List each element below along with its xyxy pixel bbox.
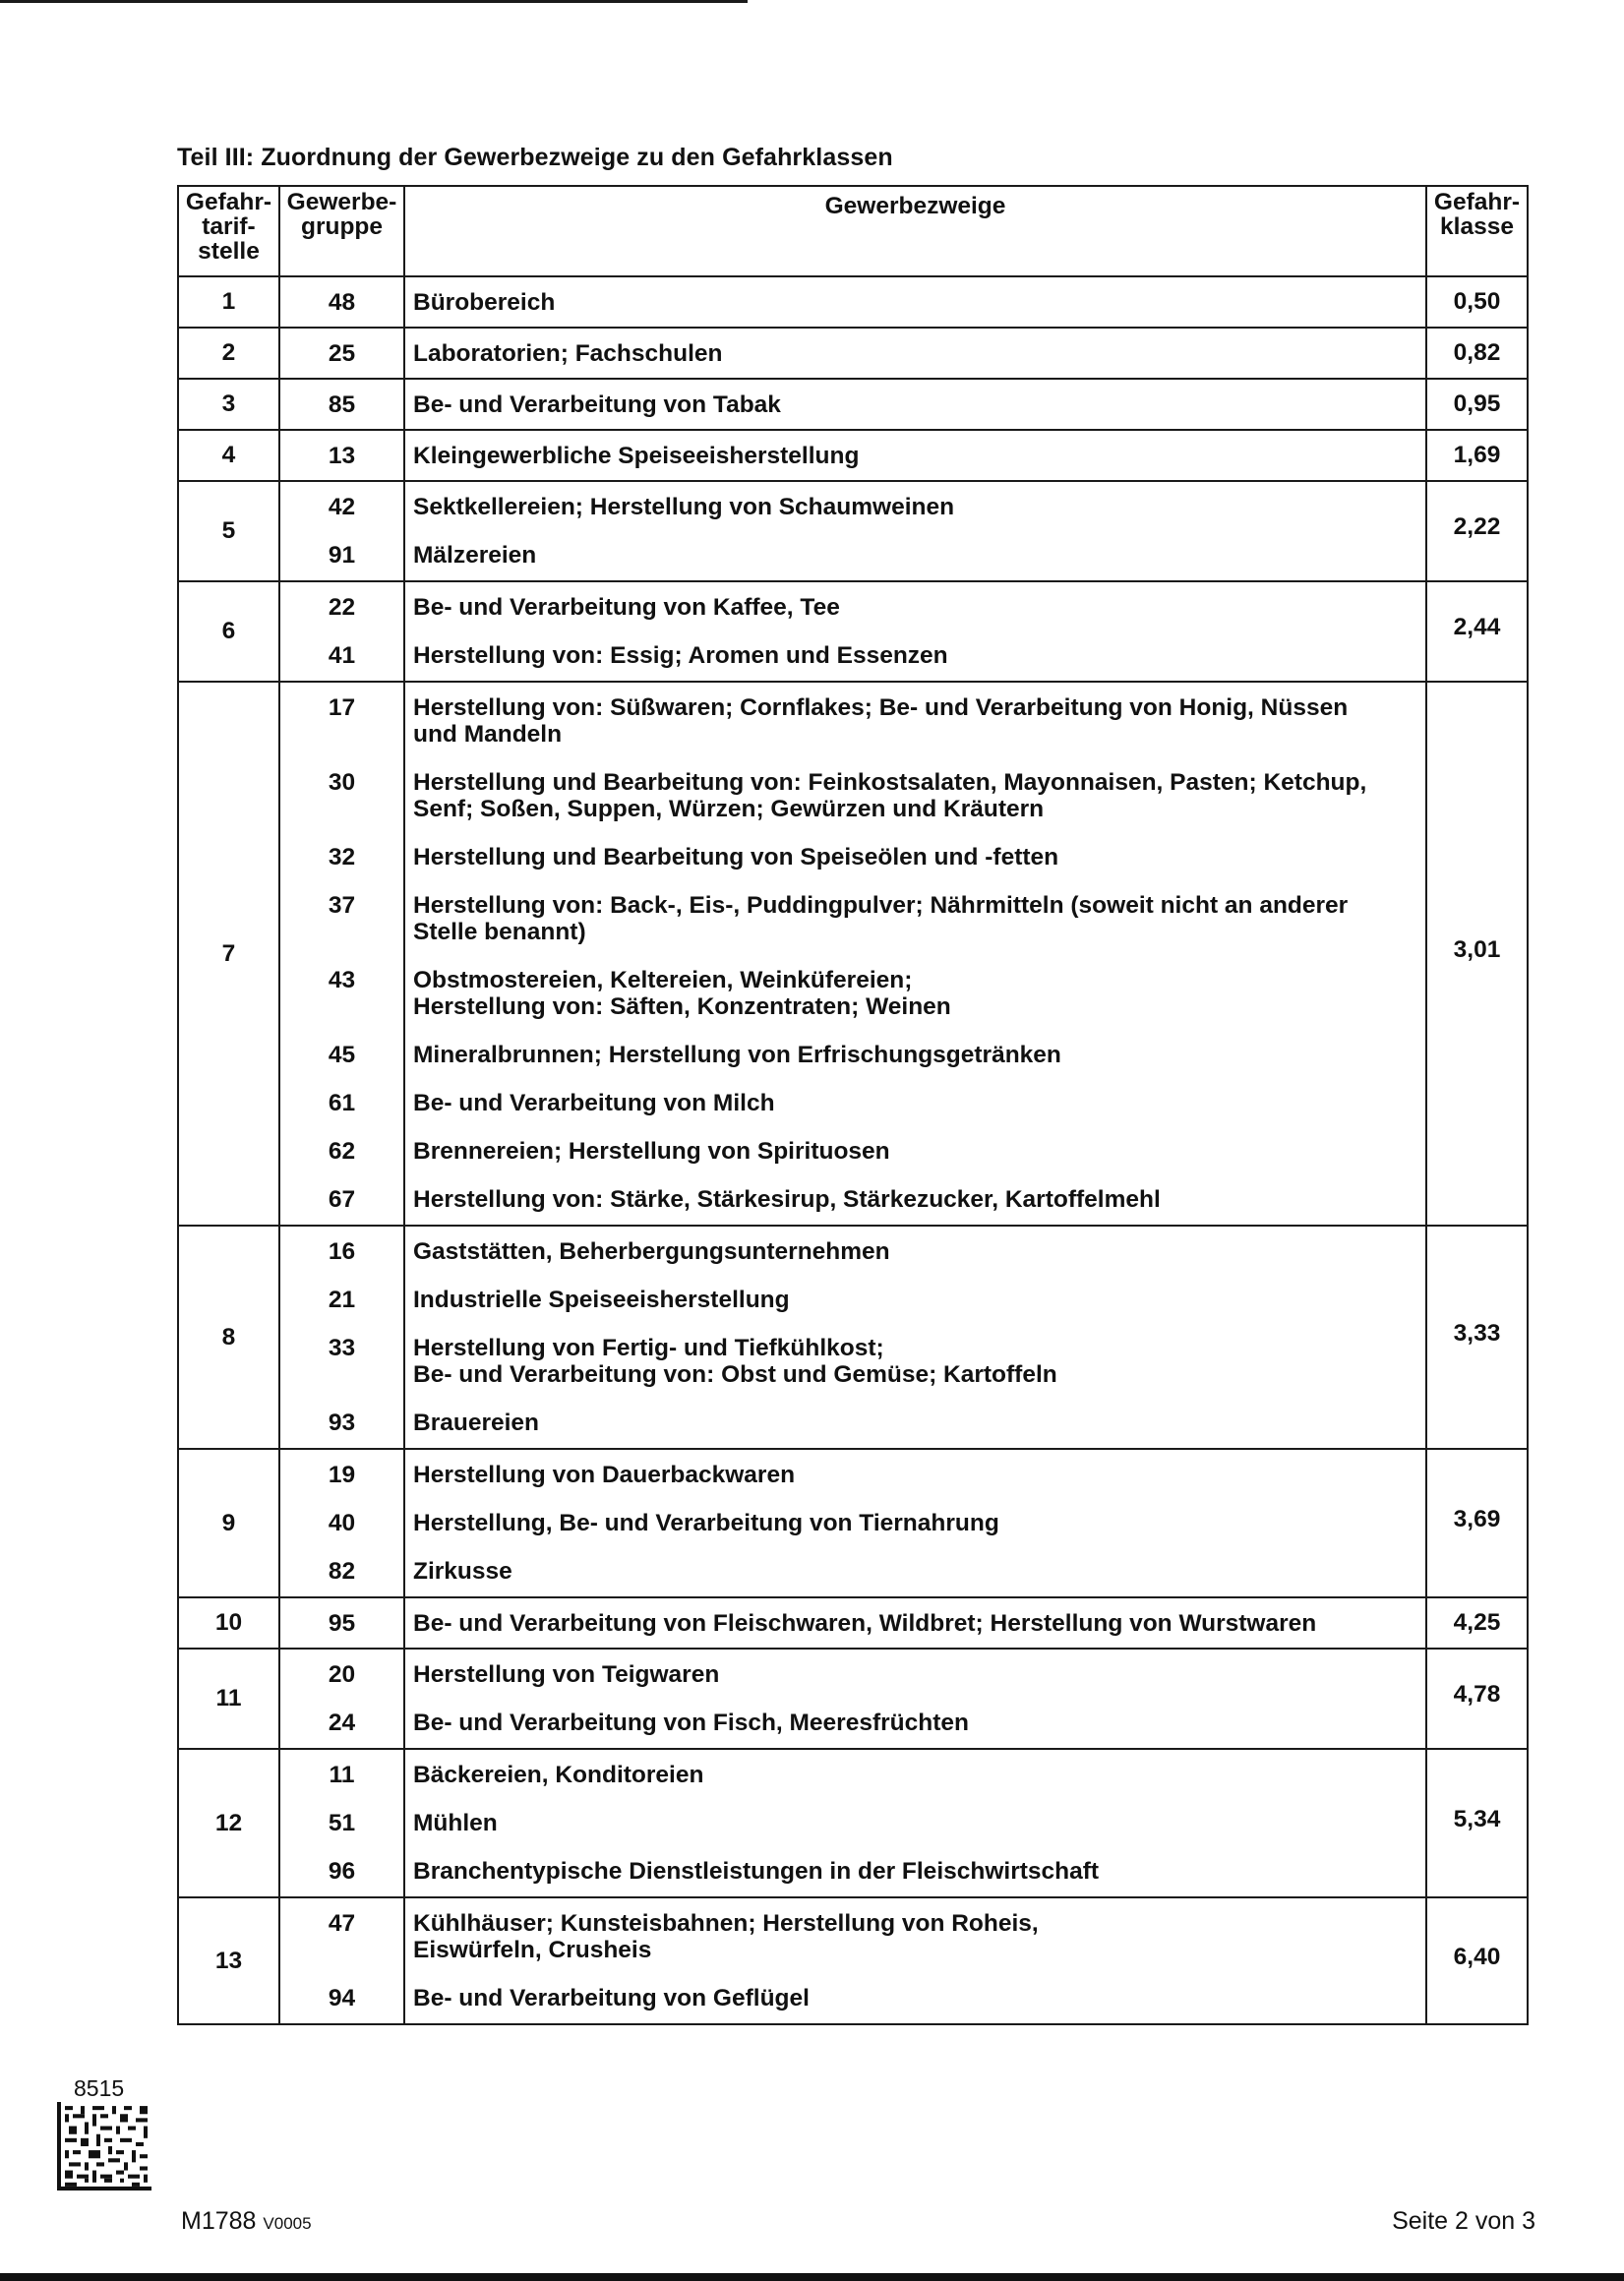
header-gefahrtarifstelle: Gefahr- tarif- stelle <box>178 186 279 276</box>
gefahrtarifstelle-cell: 13 <box>178 1897 279 2024</box>
entry-line: Zirkusse <box>413 1558 512 1585</box>
gewerbezweige-cell <box>404 430 1426 481</box>
entry-line: Herstellung und Bearbeitung von: Feinkostsalaten, Mayonnaisen, Pasten; Ketchup, <box>413 769 1367 796</box>
entry-line: Herstellung und Bearbeitung von Speiseölen und -fetten <box>413 844 1059 870</box>
entry-line: Branchentypische Dienstleistungen in der Fleischwirtschaft <box>413 1858 1100 1885</box>
gewerbegruppe-cell <box>279 1597 404 1649</box>
gewerbezweig-entry <box>405 1138 1425 1165</box>
entry-line: Herstellung von Dauerbackwaren <box>413 1462 796 1488</box>
entry-line: Bäckereien, Konditoreien <box>413 1762 704 1788</box>
gefahrklasse-cell: 1,69 <box>1426 430 1528 481</box>
table-row <box>178 1226 1528 1449</box>
gefahrklasse-cell: 0,95 <box>1426 379 1528 430</box>
gewerbezweig-entry <box>405 1910 1425 1963</box>
gewerbezweig-entry <box>405 1762 1425 1788</box>
gewerbezweige-cell <box>404 1749 1426 1897</box>
entry-line: Industrielle Speiseeisherstellung <box>413 1287 790 1313</box>
gefahrtarifstelle-cell: 9 <box>178 1449 279 1597</box>
gewerbegruppe-number: 32 <box>328 844 356 870</box>
side-number: 8515 <box>74 2075 125 2101</box>
gewerbezweig-entry <box>405 1710 1425 1736</box>
entry-line: und Mandeln <box>413 721 563 748</box>
gewerbegruppe-cell <box>279 682 404 1226</box>
gefahrklasse-cell: 2,44 <box>1426 581 1528 682</box>
gewerbegruppe-cell <box>279 1449 404 1597</box>
gewerbegruppe-number: 82 <box>328 1558 356 1585</box>
gewerbegruppe-cell <box>279 276 404 328</box>
gewerbezweig-entry <box>405 1090 1425 1116</box>
gewerbezweig-entry <box>405 494 1425 520</box>
table-row <box>178 581 1528 682</box>
gewerbezweig-entry <box>405 1287 1425 1313</box>
entry-line: Mineralbrunnen; Herstellung von Erfrischungsgetränken <box>413 1042 1061 1068</box>
gefahrtarifstelle-cell: 5 <box>178 481 279 581</box>
gewerbegruppe-number: 96 <box>328 1858 356 1885</box>
gewerbegruppe-number: 61 <box>328 1090 356 1116</box>
form-version: V0005 <box>263 2214 312 2233</box>
gefahrtarifstelle-cell: 4 <box>178 430 279 481</box>
gewerbezweig-entry <box>405 1410 1425 1436</box>
entry-line: Stelle benannt) <box>413 919 586 945</box>
gewerbegruppe-number: 40 <box>328 1510 356 1536</box>
table-row <box>178 1649 1528 1749</box>
gewerbegruppe-cell <box>279 1226 404 1449</box>
table-row <box>178 1597 1528 1649</box>
gewerbezweige-cell <box>404 581 1426 682</box>
entry-line: Be- und Verarbeitung von Geflügel <box>413 1985 810 2011</box>
gewerbegruppe-number: 93 <box>328 1410 356 1436</box>
entry-line: Herstellung von: Essig; Aromen und Essenzen <box>413 642 948 669</box>
gefahrtarifstelle-cell: 11 <box>178 1649 279 1749</box>
entry-line: Herstellung von: Süßwaren; Cornflakes; Be- und Verarbeitung von Honig, Nüssen <box>413 694 1349 721</box>
gewerbezweig-entry <box>405 1462 1425 1488</box>
entry-line: Senf; Soßen, Suppen, Würzen; Gewürzen und Kräutern <box>413 796 1045 822</box>
gewerbegruppe-number: 48 <box>328 288 356 316</box>
gewerbegruppe-cell <box>279 379 404 430</box>
gefahrtarifstelle-cell: 2 <box>178 328 279 379</box>
gewerbezweige-cell <box>404 1597 1426 1649</box>
scan-edge-bar <box>0 2273 1624 2281</box>
gewerbezweig-entry <box>405 443 1425 469</box>
gewerbezweig-entry <box>405 769 1425 822</box>
entry-line: Herstellung von Fertig- und Tiefkühlkost; <box>413 1335 884 1361</box>
gewerbegruppe-number: 51 <box>328 1810 356 1836</box>
gefahrklasse-cell: 3,01 <box>1426 682 1528 1226</box>
gefahrklasse-cell: 0,82 <box>1426 328 1528 379</box>
entry-line: Be- und Verarbeitung von Fleischwaren, Wildbret; Herstellung von Wurstwaren <box>413 1609 1317 1637</box>
entry-line: Laboratorien; Fachschulen <box>413 339 723 367</box>
form-identifier <box>181 2207 312 2236</box>
gewerbezweig-entry <box>405 1186 1425 1213</box>
table-row <box>178 276 1528 328</box>
gewerbezweig-entry <box>405 1810 1425 1836</box>
gefahrtarifstelle-cell: 1 <box>178 276 279 328</box>
gewerbezweig-entry <box>405 844 1425 870</box>
entry-line: Obstmostereien, Keltereien, Weinküfereien; <box>413 967 913 993</box>
table-row <box>178 1897 1528 2024</box>
table-row <box>178 328 1528 379</box>
gewerbegruppe-number: 62 <box>328 1138 356 1165</box>
gewerbegruppe-cell <box>279 481 404 581</box>
header-gewerbegruppe: Gewerbe- gruppe <box>279 186 404 276</box>
gefahrklasse-cell: 3,69 <box>1426 1449 1528 1597</box>
gewerbezweig-entry <box>405 1661 1425 1688</box>
gefahrklasse-cell: 5,34 <box>1426 1749 1528 1897</box>
gefahrtarifstelle-cell: 10 <box>178 1597 279 1649</box>
gewerbegruppe-cell <box>279 1897 404 2024</box>
entry-line: Be- und Verarbeitung von: Obst und Gemüse; Kartoffeln <box>413 1361 1057 1388</box>
gewerbezweig-entry <box>405 1558 1425 1585</box>
gewerbegruppe-number: 24 <box>328 1710 356 1736</box>
entry-line: Herstellung, Be- und Verarbeitung von Tiernahrung <box>413 1510 999 1536</box>
entry-line: Herstellung von Teigwaren <box>413 1661 720 1688</box>
gewerbegruppe-number: 91 <box>328 542 356 569</box>
gewerbegruppe-number: 37 <box>328 892 356 919</box>
gewerbegruppe-number: 43 <box>328 967 356 993</box>
gefahrklasse-cell: 0,50 <box>1426 276 1528 328</box>
entry-line: Herstellung von: Back-, Eis-, Puddingpulver; Nährmitteln (soweit nicht an anderer <box>413 892 1349 919</box>
gewerbezweig-entry <box>405 1510 1425 1536</box>
gewerbezweige-cell <box>404 1897 1426 2024</box>
hazard-class-table <box>177 185 1529 2025</box>
gewerbegruppe-number: 94 <box>328 1985 356 2011</box>
entry-line: Mälzereien <box>413 542 537 569</box>
gewerbezweige-cell <box>404 379 1426 430</box>
entry-line: Sektkellereien; Herstellung von Schaumweinen <box>413 494 955 520</box>
gewerbezweige-cell <box>404 1649 1426 1749</box>
table-header-row <box>178 186 1528 276</box>
entry-line: Gaststätten, Beherbergungsunternehmen <box>413 1238 890 1265</box>
gewerbezweige-cell <box>404 481 1426 581</box>
gefahrklasse-cell: 6,40 <box>1426 1897 1528 2024</box>
gewerbezweig-entry <box>405 542 1425 569</box>
entry-line: Be- und Verarbeitung von Fisch, Meeresfrüchten <box>413 1710 969 1736</box>
gewerbegruppe-number: 20 <box>328 1661 356 1688</box>
gewerbezweig-entry <box>405 594 1425 621</box>
table-row <box>178 1749 1528 1897</box>
gefahrklasse-cell: 2,22 <box>1426 481 1528 581</box>
gewerbegruppe-cell <box>279 581 404 682</box>
table-row <box>178 481 1528 581</box>
gewerbezweige-cell <box>404 328 1426 379</box>
entry-line: Brennereien; Herstellung von Spirituosen <box>413 1138 890 1165</box>
gewerbezweig-entry <box>405 642 1425 669</box>
gewerbezweig-entry <box>405 1335 1425 1388</box>
gefahrtarifstelle-cell: 7 <box>178 682 279 1226</box>
gewerbegruppe-number: 41 <box>328 642 356 669</box>
form-id: M1788 <box>181 2207 257 2235</box>
gefahrklasse-cell: 4,25 <box>1426 1597 1528 1649</box>
gewerbegruppe-number: 47 <box>328 1910 356 1937</box>
entry-line: Herstellung von: Stärke, Stärkesirup, Stärkezucker, Kartoffelmehl <box>413 1186 1161 1213</box>
entry-line: Mühlen <box>413 1810 498 1836</box>
entry-line: Be- und Verarbeitung von Kaffee, Tee <box>413 594 840 621</box>
gewerbegruppe-number: 17 <box>328 694 356 721</box>
datamatrix-code <box>57 2102 151 2191</box>
gewerbegruppe-number: 45 <box>328 1042 356 1068</box>
page-number: Seite 2 von 3 <box>1392 2207 1535 2235</box>
table-row <box>178 430 1528 481</box>
entry-line: Brauereien <box>413 1410 540 1436</box>
gewerbezweig-entry <box>405 1985 1425 2011</box>
gefahrtarifstelle-cell: 12 <box>178 1749 279 1897</box>
entry-line: Be- und Verarbeitung von Tabak <box>413 390 781 418</box>
scan-edge-line <box>0 0 748 3</box>
entry-line: Be- und Verarbeitung von Milch <box>413 1090 775 1116</box>
table-row <box>178 379 1528 430</box>
gewerbegruppe-number: 22 <box>328 594 356 621</box>
gewerbegruppe-number: 25 <box>328 339 356 367</box>
gefahrklasse-cell: 4,78 <box>1426 1649 1528 1749</box>
gewerbegruppe-number: 19 <box>328 1462 356 1488</box>
gewerbegruppe-number: 33 <box>328 1335 356 1361</box>
entry-line: Kühlhäuser; Kunsteisbahnen; Herstellung von Roheis, <box>413 1910 1039 1937</box>
gewerbegruppe-number: 42 <box>328 494 356 520</box>
gefahrtarifstelle-cell: 8 <box>178 1226 279 1449</box>
gewerbegruppe-cell <box>279 328 404 379</box>
table-row <box>178 682 1528 1226</box>
gewerbegruppe-number: 16 <box>328 1238 356 1265</box>
gewerbegruppe-number: 11 <box>329 1762 355 1788</box>
gefahrklasse-cell: 3,33 <box>1426 1226 1528 1449</box>
gewerbezweig-entry <box>405 694 1425 748</box>
gewerbegruppe-number: 85 <box>328 390 356 418</box>
gewerbezweig-entry <box>405 340 1425 367</box>
gewerbegruppe-cell <box>279 1749 404 1897</box>
gewerbegruppe-number: 67 <box>328 1186 356 1213</box>
gewerbezweig-entry <box>405 1858 1425 1885</box>
gewerbezweig-entry <box>405 1238 1425 1265</box>
table-row <box>178 1449 1528 1597</box>
gewerbezweig-entry <box>405 892 1425 945</box>
entry-line: Eiswürfeln, Crusheis <box>413 1937 652 1963</box>
gewerbegruppe-number: 13 <box>328 442 356 469</box>
gewerbezweige-cell <box>404 276 1426 328</box>
gefahrtarifstelle-cell: 3 <box>178 379 279 430</box>
entry-line: Kleingewerbliche Speiseeisherstellung <box>413 442 860 469</box>
gewerbezweige-cell <box>404 1226 1426 1449</box>
entry-line: Bürobereich <box>413 288 556 316</box>
gewerbezweig-entry <box>405 391 1425 418</box>
gewerbegruppe-cell <box>279 430 404 481</box>
gewerbezweige-cell <box>404 682 1426 1226</box>
entry-line: Herstellung von: Säften, Konzentraten; Weinen <box>413 993 951 1020</box>
gewerbezweig-entry <box>405 967 1425 1020</box>
gewerbegruppe-number: 95 <box>328 1609 356 1637</box>
gewerbegruppe-number: 21 <box>328 1287 356 1313</box>
gewerbezweige-cell <box>404 1449 1426 1597</box>
gewerbezweig-entry <box>405 1610 1425 1637</box>
gewerbezweig-entry <box>405 1042 1425 1068</box>
gewerbezweig-entry <box>405 289 1425 316</box>
page-title: Teil III: Zuordnung der Gewerbezweige zu den Gefahrklassen <box>177 144 893 171</box>
gewerbegruppe-number: 30 <box>328 769 356 796</box>
header-gefahrklasse: Gefahr- klasse <box>1426 186 1528 276</box>
gefahrtarifstelle-cell: 6 <box>178 581 279 682</box>
header-gewerbezweige: Gewerbezweige <box>404 186 1426 276</box>
gewerbegruppe-cell <box>279 1649 404 1749</box>
